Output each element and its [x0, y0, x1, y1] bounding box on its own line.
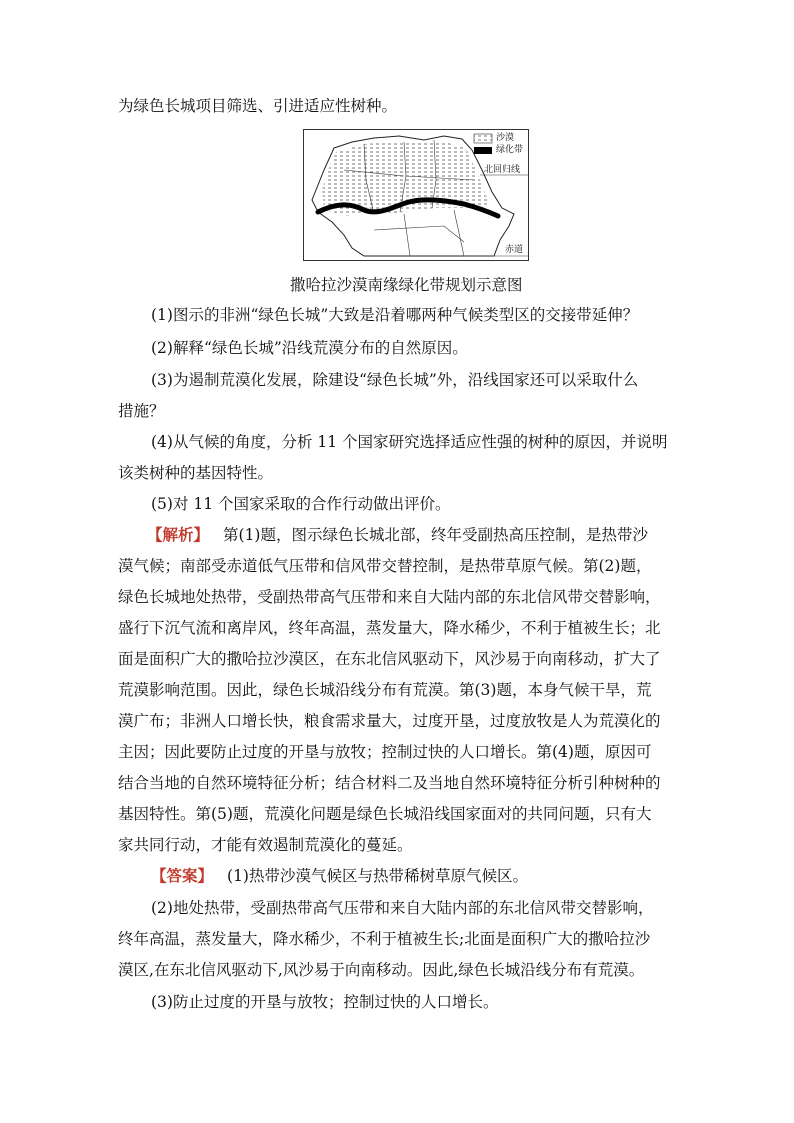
analysis-line-7: 漠广布；非洲人口增长快，粮食需求量大，过度开垦，过度放牧是人为荒漠化的 — [118, 712, 661, 730]
answer-2-line-1: (2)地处热带，受副热带高气压带和来自大陆内部的东北信风带交替影响， — [151, 899, 654, 917]
answer-line-1 — [151, 866, 528, 886]
analysis-text-1: 第(1)题，图示绿色长城北部，终年受副热高压控制，是热带沙 — [223, 526, 648, 544]
question-1: (1)图示的非洲“绿色长城”大致是沿着哪两种气候类型区的交接带延伸？ — [151, 306, 639, 324]
analysis-line-8: 主因；因此要防止过度的开垦与放牧；控制过快的人口增长。第(4)题，原因可 — [118, 743, 652, 761]
question-3-line-1: (3)为遏制荒漠化发展，除建设“绿色长城”外，沿线国家还可以采取什么 — [151, 371, 639, 389]
answer-tag: 【答案】 — [151, 866, 214, 885]
question-4-line-1: (4)从气候的角度，分析 11 个国家研究选择适应性强的树种的原因，并说明 — [151, 433, 668, 451]
tropic-label: 北回归线 — [484, 165, 521, 175]
legend-green-belt-swatch — [474, 147, 492, 154]
answer-text-1: (1)热带沙漠气候区与热带稀树草原气候区。 — [227, 867, 528, 885]
analysis-line-10: 基因特性。第(5)题，荒漠化问题是绿色长城沿线国家面对的共同问题，只有大 — [118, 805, 652, 823]
analysis-line-2: 漠气候；南部受赤道低气压带和信风带交替控制，是热带草原气候。第(2)题， — [118, 557, 652, 575]
intro-text: 为绿色长城项目筛选、引进适应性树种。 — [118, 97, 398, 115]
map-graphic — [304, 130, 528, 260]
analysis-line-9: 结合当地的自然环境特征分析；结合材料二及当地自然环境特征分析引种树种的 — [118, 774, 661, 792]
analysis-line-5: 面是面积广大的撒哈拉沙漠区，在东北信风驱动下，风沙易于向南移动，扩大了 — [118, 650, 661, 668]
answer-3: (3)防止过度的开垦与放牧；控制过快的人口增长。 — [151, 993, 499, 1011]
analysis-line-6: 荒漠影响范围。因此，绿色长城沿线分布有荒漠。第(3)题，本身气候干旱，荒 — [118, 681, 652, 699]
legend-desert-swatch — [474, 134, 492, 143]
analysis-line-4: 盛行下沉气流和离岸风，终年高温，蒸发量大，降水稀少，不利于植被生长；北 — [118, 619, 661, 637]
analysis-line-3: 绿色长城地处热带，受副热带高气压带和来自大陆内部的东北信风带交替影响， — [118, 588, 661, 606]
question-2: (2)解释“绿色长城”沿线荒漠分布的自然原因。 — [151, 339, 468, 357]
question-4-line-2: 该类树种的基因特性。 — [118, 464, 274, 482]
analysis-line-1 — [147, 525, 648, 545]
map-caption: 撒哈拉沙漠南缘绿化带规划示意图 — [290, 276, 523, 294]
analysis-line-11: 家共同行动，才能有效遏制荒漠化的蔓延。 — [118, 836, 413, 854]
question-5: (5)对 11 个国家采取的合作行动做出评价。 — [151, 495, 451, 513]
legend-desert-label: 沙漠 — [496, 133, 515, 143]
question-3-line-2: 措施？ — [118, 402, 165, 420]
legend-green-belt-label: 绿化带 — [496, 145, 524, 155]
answer-2-line-2: 终年高温，蒸发量大，降水稀少，不利于植被生长;北面是面积广大的撒哈拉沙 — [118, 930, 651, 948]
equator-label: 赤道 — [505, 245, 524, 255]
sahara-green-belt-map — [303, 129, 529, 261]
answer-2-line-3: 漠区,在东北信风驱动下,风沙易于向南移动。因此,绿色长城沿线分布有荒漠。 — [118, 961, 645, 979]
analysis-tag: 【解析】 — [147, 525, 210, 544]
